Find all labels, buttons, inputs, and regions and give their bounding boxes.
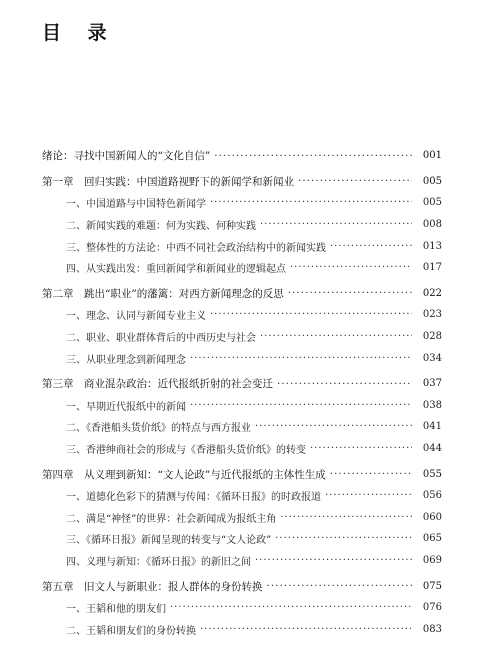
toc-section-label: 一、理念、认同与新闻专业主义 [66,311,206,323]
chapter-title: 跳出“职业”的藩篱：对西方新闻理念的反思 [84,287,284,300]
toc-page-number: 060 [422,511,442,523]
chapter-title: 旧文人与新职业：报人群体的身份转换 [84,580,263,593]
toc-chapter-label [0,467,326,482]
chapter-title: 回归实践：中国道路视野下的新闻学和新闻业 [84,175,294,188]
dot-leader [210,197,412,208]
toc-section[interactable] [0,438,487,460]
toc-section-label: 一、早期近代报纸中的新闻 [66,401,186,413]
toc-page-number: 083 [422,623,442,635]
toc-section[interactable] [0,257,487,279]
dot-leader [190,400,412,411]
toc-section[interactable] [0,528,487,550]
toc-intro[interactable] [0,145,487,167]
toc-page-number: 008 [422,219,442,231]
toc-section-label: 二、《香港船头货价纸》的特点与西方报业 [66,423,251,435]
toc-section[interactable] [0,347,487,369]
toc-section-label: 三、香港绅商社会的形成与《香港船头货价纸》的转变 [66,445,306,457]
chapter-title: 从义理到新知：“文人论政”与近代报纸的主体性生成 [84,468,326,481]
toc-page-number: 034 [422,352,442,364]
table-of-contents [0,145,487,644]
toc-page-number: 038 [422,399,442,411]
toc-section-label: 三、从职业理念到新闻理念 [66,354,186,366]
dot-leader [214,150,412,162]
toc-section-label: 三、《循环日报》新闻呈现的转变与“文人论政” [66,535,272,547]
dot-leader [255,421,412,432]
toc-page-number: 076 [422,602,442,614]
toc-page-number: 075 [422,580,442,592]
toc-section-label: 二、新闻实践的难题：何为实践、何种实践 [66,221,256,233]
toc-chapter-label [0,286,284,301]
toc-section-label: 二、王韬和朋友们的身份转换 [66,625,196,637]
toc-chapter[interactable] [0,283,487,305]
toc-section-label: 四、义理与新知：《循环日报》的新旧之间 [66,556,251,568]
dot-leader [298,175,412,187]
toc-section-label: 一、道德化色彩下的猜测与传闻：《循环日报》的时政报道 [66,492,321,504]
toc-page-number: 037 [422,378,442,390]
toc-chapter-label [0,579,263,594]
toc-section-label: 二、满是“神怪”的世界：社会新闻成为报纸主角 [66,513,277,525]
toc-page-number: 055 [422,468,442,480]
toc-page-number: 022 [422,287,442,299]
dot-leader [200,624,412,635]
toc-page-number: 005 [422,197,442,209]
toc-page-number: 017 [422,262,442,274]
toc-section[interactable] [0,304,487,326]
toc-section[interactable] [0,235,487,257]
dot-leader [290,262,412,273]
toc-page-number: 028 [422,331,442,343]
dot-leader [210,309,412,320]
toc-chapter-label [0,174,294,189]
chapter-number: 第五章 [42,580,74,593]
toc-page-number: 005 [422,175,442,187]
toc-section-label: 一、王韬和他的朋友们 [66,604,166,616]
toc-page-number: 065 [422,533,442,545]
dot-leader [260,219,412,230]
toc-page-number: 044 [422,443,442,455]
toc-section[interactable] [0,597,487,619]
toc-section[interactable] [0,192,487,214]
chapter-title: 商业混杂政治：近代报纸折射的社会变迁 [84,378,273,391]
toc-section-label: 二、职业、职业群体背后的中西历史与社会 [66,333,256,345]
toc-section[interactable] [0,618,487,640]
chapter-number: 第二章 [42,287,74,300]
page-title: 目 录 [42,22,117,44]
toc-section[interactable] [0,507,487,529]
toc-section-label: 四、从实践出发：重回新闻学和新闻业的逻辑起点 [66,264,286,276]
toc-page-number: 041 [422,421,442,433]
dot-leader [170,602,412,613]
toc-section[interactable] [0,416,487,438]
toc-page-number: 069 [422,554,442,566]
chapter-number: 第四章 [42,468,74,481]
toc-section-label: 一、中国道路与中国特色新闻学 [66,199,206,211]
toc-section[interactable] [0,214,487,236]
toc-section-label: 三、整体性的方法论：中西不同社会政治结构中的新闻实践 [66,242,326,254]
dot-leader [280,512,412,523]
dot-leader [277,378,412,390]
dot-leader [310,443,412,454]
chapter-number: 第三章 [42,378,74,391]
toc-chapter[interactable] [0,373,487,395]
toc-chapter[interactable] [0,171,487,193]
toc-chapter[interactable] [0,575,487,597]
toc-section[interactable] [0,326,487,348]
toc-page-number: 056 [422,490,442,502]
dot-leader [288,287,412,299]
dot-leader [330,468,412,480]
toc-section[interactable] [0,485,487,507]
dot-leader [267,580,413,592]
dot-leader [275,533,412,544]
chapter-number: 第一章 [42,175,74,188]
dot-leader [325,490,412,501]
toc-chapter[interactable] [0,463,487,485]
toc-chapter-label [0,376,273,391]
toc-section[interactable] [0,550,487,572]
dot-leader [330,241,412,252]
toc-page-number: 023 [422,309,442,321]
toc-intro-label: 绪论：寻找中国新闻人的“文化自信” [42,150,211,163]
dot-leader [255,555,412,566]
toc-section[interactable] [0,395,487,417]
dot-leader [190,353,412,364]
dot-leader [260,331,412,342]
toc-page-number: 013 [422,240,442,252]
toc-page-number: 001 [422,150,442,162]
